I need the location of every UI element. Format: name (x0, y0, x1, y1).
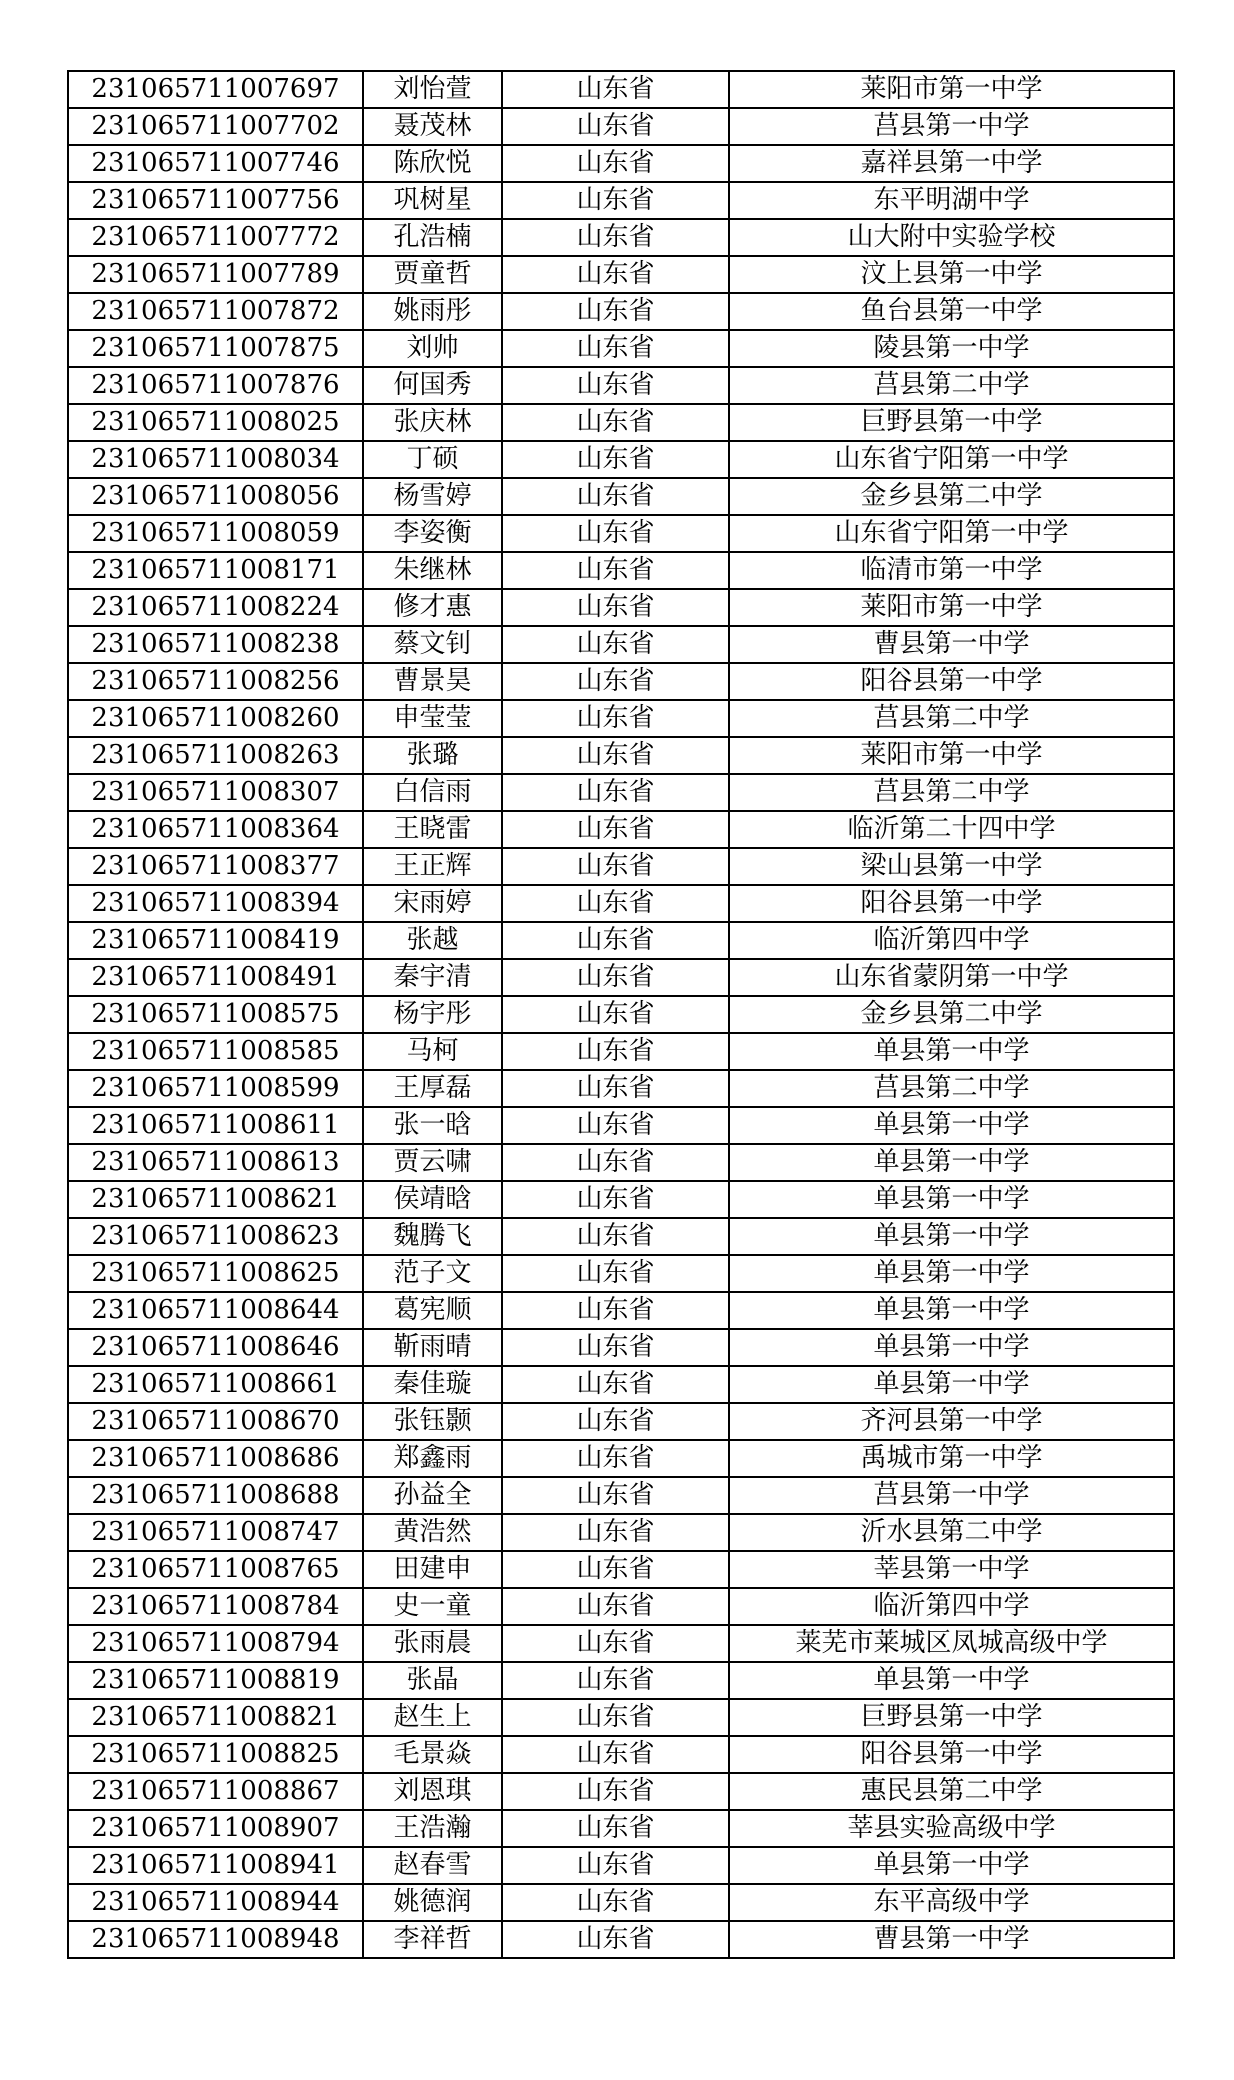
student-name-cell: 史一童 (363, 1588, 502, 1625)
school-cell: 陵县第一中学 (729, 330, 1174, 367)
student-name-cell: 秦宇清 (363, 959, 502, 996)
school-cell: 单县第一中学 (729, 1847, 1174, 1884)
table-row (68, 737, 1174, 774)
school-cell: 莒县第一中学 (729, 1477, 1174, 1514)
province-cell: 山东省 (502, 700, 729, 737)
student-name-cell: 刘帅 (363, 330, 502, 367)
province-cell: 山东省 (502, 626, 729, 663)
school-cell: 单县第一中学 (729, 1181, 1174, 1218)
school-cell: 莱芜市莱城区凤城高级中学 (729, 1625, 1174, 1662)
province-cell: 山东省 (502, 1292, 729, 1329)
province-cell: 山东省 (502, 108, 729, 145)
student-name-cell: 李祥哲 (363, 1921, 502, 1958)
candidate-id-cell: 231065711008821 (68, 1699, 363, 1736)
province-cell: 山东省 (502, 145, 729, 182)
candidate-id-cell: 231065711008941 (68, 1847, 363, 1884)
province-cell: 山东省 (502, 959, 729, 996)
table-row (68, 293, 1174, 330)
province-cell: 山东省 (502, 1107, 729, 1144)
candidate-id-cell: 231065711008599 (68, 1070, 363, 1107)
province-cell: 山东省 (502, 1773, 729, 1810)
province-cell: 山东省 (502, 663, 729, 700)
province-cell: 山东省 (502, 848, 729, 885)
student-name-cell: 朱继林 (363, 552, 502, 589)
table-row (68, 71, 1174, 108)
table-row (68, 367, 1174, 404)
student-name-cell: 田建申 (363, 1551, 502, 1588)
table-row (68, 1551, 1174, 1588)
school-cell: 单县第一中学 (729, 1144, 1174, 1181)
province-cell: 山东省 (502, 589, 729, 626)
candidate-id-cell: 231065711008688 (68, 1477, 363, 1514)
province-cell: 山东省 (502, 774, 729, 811)
candidate-id-cell: 231065711008238 (68, 626, 363, 663)
student-name-cell: 曹景昊 (363, 663, 502, 700)
school-cell: 山东省蒙阴第一中学 (729, 959, 1174, 996)
candidate-id-cell: 231065711008644 (68, 1292, 363, 1329)
table-row (68, 1218, 1174, 1255)
candidate-id-cell: 231065711007772 (68, 219, 363, 256)
student-name-cell: 王厚磊 (363, 1070, 502, 1107)
student-name-cell: 聂茂林 (363, 108, 502, 145)
school-cell: 莱阳市第一中学 (729, 71, 1174, 108)
candidate-id-cell: 231065711008867 (68, 1773, 363, 1810)
school-cell: 金乡县第二中学 (729, 478, 1174, 515)
province-cell: 山东省 (502, 885, 729, 922)
student-name-cell: 陈欣悦 (363, 145, 502, 182)
table-row (68, 959, 1174, 996)
candidate-id-cell: 231065711008646 (68, 1329, 363, 1366)
candidate-id-cell: 231065711008944 (68, 1884, 363, 1921)
candidate-id-cell: 231065711008394 (68, 885, 363, 922)
school-cell: 单县第一中学 (729, 1107, 1174, 1144)
province-cell: 山东省 (502, 293, 729, 330)
student-name-cell: 张雨晨 (363, 1625, 502, 1662)
table-row (68, 441, 1174, 478)
table-row (68, 626, 1174, 663)
roster-table (67, 70, 1175, 1959)
province-cell: 山东省 (502, 441, 729, 478)
school-cell: 汶上县第一中学 (729, 256, 1174, 293)
school-cell: 惠民县第二中学 (729, 1773, 1174, 1810)
school-cell: 单县第一中学 (729, 1366, 1174, 1403)
student-name-cell: 白信雨 (363, 774, 502, 811)
table-row (68, 1033, 1174, 1070)
student-name-cell: 葛宪顺 (363, 1292, 502, 1329)
province-cell: 山东省 (502, 1329, 729, 1366)
table-row (68, 848, 1174, 885)
candidate-id-cell: 231065711008948 (68, 1921, 363, 1958)
school-cell: 巨野县第一中学 (729, 1699, 1174, 1736)
table-row (68, 108, 1174, 145)
table-row (68, 922, 1174, 959)
province-cell: 山东省 (502, 1477, 729, 1514)
candidate-id-cell: 231065711008377 (68, 848, 363, 885)
school-cell: 曹县第一中学 (729, 626, 1174, 663)
candidate-id-cell: 231065711008307 (68, 774, 363, 811)
province-cell: 山东省 (502, 1144, 729, 1181)
candidate-id-cell: 231065711008819 (68, 1662, 363, 1699)
school-cell: 巨野县第一中学 (729, 404, 1174, 441)
table-row (68, 478, 1174, 515)
candidate-id-cell: 231065711008784 (68, 1588, 363, 1625)
school-cell: 阳谷县第一中学 (729, 885, 1174, 922)
candidate-id-cell: 231065711007876 (68, 367, 363, 404)
student-name-cell: 李姿衡 (363, 515, 502, 552)
school-cell: 莒县第二中学 (729, 700, 1174, 737)
student-name-cell: 贾云啸 (363, 1144, 502, 1181)
student-name-cell: 秦佳璇 (363, 1366, 502, 1403)
province-cell: 山东省 (502, 1662, 729, 1699)
school-cell: 莒县第二中学 (729, 367, 1174, 404)
school-cell: 山东省宁阳第一中学 (729, 441, 1174, 478)
student-name-cell: 修才惠 (363, 589, 502, 626)
table-row (68, 663, 1174, 700)
province-cell: 山东省 (502, 71, 729, 108)
school-cell: 临清市第一中学 (729, 552, 1174, 589)
table-row (68, 1847, 1174, 1884)
student-name-cell: 蔡文钊 (363, 626, 502, 663)
table-row (68, 1477, 1174, 1514)
table-row (68, 330, 1174, 367)
school-cell: 曹县第一中学 (729, 1921, 1174, 1958)
school-cell: 齐河县第一中学 (729, 1403, 1174, 1440)
table-row (68, 1921, 1174, 1958)
school-cell: 山大附中实验学校 (729, 219, 1174, 256)
candidate-id-cell: 231065711008171 (68, 552, 363, 589)
school-cell: 金乡县第二中学 (729, 996, 1174, 1033)
table-row (68, 700, 1174, 737)
table-row (68, 1625, 1174, 1662)
province-cell: 山东省 (502, 515, 729, 552)
school-cell: 东平明湖中学 (729, 182, 1174, 219)
table-row (68, 404, 1174, 441)
student-name-cell: 姚雨彤 (363, 293, 502, 330)
province-cell: 山东省 (502, 1070, 729, 1107)
candidate-id-cell: 231065711008585 (68, 1033, 363, 1070)
candidate-id-cell: 231065711008575 (68, 996, 363, 1033)
table-row (68, 256, 1174, 293)
student-name-cell: 赵春雪 (363, 1847, 502, 1884)
province-cell: 山东省 (502, 1625, 729, 1662)
student-name-cell: 杨雪婷 (363, 478, 502, 515)
student-name-cell: 张晶 (363, 1662, 502, 1699)
school-cell: 莒县第二中学 (729, 1070, 1174, 1107)
school-cell: 单县第一中学 (729, 1662, 1174, 1699)
province-cell: 山东省 (502, 1181, 729, 1218)
school-cell: 禹城市第一中学 (729, 1440, 1174, 1477)
school-cell: 临沂第二十四中学 (729, 811, 1174, 848)
student-name-cell: 范子文 (363, 1255, 502, 1292)
student-name-cell: 王正辉 (363, 848, 502, 885)
province-cell: 山东省 (502, 922, 729, 959)
province-cell: 山东省 (502, 1403, 729, 1440)
school-cell: 沂水县第二中学 (729, 1514, 1174, 1551)
student-name-cell: 姚德润 (363, 1884, 502, 1921)
province-cell: 山东省 (502, 367, 729, 404)
province-cell: 山东省 (502, 1736, 729, 1773)
student-name-cell: 张璐 (363, 737, 502, 774)
province-cell: 山东省 (502, 182, 729, 219)
candidate-id-cell: 231065711008224 (68, 589, 363, 626)
candidate-id-cell: 231065711008025 (68, 404, 363, 441)
candidate-id-cell: 231065711008263 (68, 737, 363, 774)
candidate-id-cell: 231065711008747 (68, 1514, 363, 1551)
table-row (68, 219, 1174, 256)
province-cell: 山东省 (502, 1514, 729, 1551)
table-row (68, 996, 1174, 1033)
table-row (68, 552, 1174, 589)
province-cell: 山东省 (502, 404, 729, 441)
candidate-id-cell: 231065711007789 (68, 256, 363, 293)
school-cell: 莱阳市第一中学 (729, 589, 1174, 626)
school-cell: 阳谷县第一中学 (729, 1736, 1174, 1773)
table-row (68, 1070, 1174, 1107)
province-cell: 山东省 (502, 1810, 729, 1847)
province-cell: 山东省 (502, 1588, 729, 1625)
school-cell: 单县第一中学 (729, 1255, 1174, 1292)
table-row (68, 774, 1174, 811)
candidate-id-cell: 231065711008364 (68, 811, 363, 848)
candidate-id-cell: 231065711007697 (68, 71, 363, 108)
candidate-id-cell: 231065711007746 (68, 145, 363, 182)
school-cell: 临沂第四中学 (729, 1588, 1174, 1625)
school-cell: 莘县实验高级中学 (729, 1810, 1174, 1847)
candidate-id-cell: 231065711007872 (68, 293, 363, 330)
school-cell: 单县第一中学 (729, 1329, 1174, 1366)
province-cell: 山东省 (502, 1551, 729, 1588)
student-name-cell: 张钰颢 (363, 1403, 502, 1440)
province-cell: 山东省 (502, 1921, 729, 1958)
province-cell: 山东省 (502, 1033, 729, 1070)
table-row (68, 811, 1174, 848)
table-row (68, 1440, 1174, 1477)
student-name-cell: 巩树星 (363, 182, 502, 219)
student-name-cell: 郑鑫雨 (363, 1440, 502, 1477)
student-name-cell: 马柯 (363, 1033, 502, 1070)
student-name-cell: 贾童哲 (363, 256, 502, 293)
student-name-cell: 孙益全 (363, 1477, 502, 1514)
student-name-cell: 申莹莹 (363, 700, 502, 737)
student-name-cell: 张一晗 (363, 1107, 502, 1144)
province-cell: 山东省 (502, 811, 729, 848)
province-cell: 山东省 (502, 219, 729, 256)
student-name-cell: 黄浩然 (363, 1514, 502, 1551)
candidate-id-cell: 231065711007702 (68, 108, 363, 145)
student-name-cell: 张越 (363, 922, 502, 959)
school-cell: 单县第一中学 (729, 1218, 1174, 1255)
table-row (68, 1699, 1174, 1736)
table-row (68, 1588, 1174, 1625)
candidate-id-cell: 231065711008623 (68, 1218, 363, 1255)
candidate-id-cell: 231065711008625 (68, 1255, 363, 1292)
table-row (68, 1255, 1174, 1292)
province-cell: 山东省 (502, 1699, 729, 1736)
table-row (68, 515, 1174, 552)
candidate-id-cell: 231065711008419 (68, 922, 363, 959)
school-cell: 莘县第一中学 (729, 1551, 1174, 1588)
student-name-cell: 刘怡萱 (363, 71, 502, 108)
school-cell: 梁山县第一中学 (729, 848, 1174, 885)
school-cell: 阳谷县第一中学 (729, 663, 1174, 700)
student-name-cell: 王浩瀚 (363, 1810, 502, 1847)
school-cell: 莒县第二中学 (729, 774, 1174, 811)
student-name-cell: 王晓雷 (363, 811, 502, 848)
table-row (68, 1144, 1174, 1181)
school-cell: 莱阳市第一中学 (729, 737, 1174, 774)
candidate-id-cell: 231065711008794 (68, 1625, 363, 1662)
candidate-id-cell: 231065711008491 (68, 959, 363, 996)
student-name-cell: 何国秀 (363, 367, 502, 404)
table-row (68, 1773, 1174, 1810)
province-cell: 山东省 (502, 256, 729, 293)
student-name-cell: 靳雨晴 (363, 1329, 502, 1366)
table-row (68, 1810, 1174, 1847)
student-name-cell: 赵生上 (363, 1699, 502, 1736)
candidate-id-cell: 231065711008613 (68, 1144, 363, 1181)
province-cell: 山东省 (502, 552, 729, 589)
school-cell: 嘉祥县第一中学 (729, 145, 1174, 182)
candidate-id-cell: 231065711008621 (68, 1181, 363, 1218)
school-cell: 东平高级中学 (729, 1884, 1174, 1921)
candidate-id-cell: 231065711008256 (68, 663, 363, 700)
table-row (68, 885, 1174, 922)
school-cell: 山东省宁阳第一中学 (729, 515, 1174, 552)
table-row (68, 1329, 1174, 1366)
province-cell: 山东省 (502, 737, 729, 774)
student-name-cell: 张庆林 (363, 404, 502, 441)
school-cell: 临沂第四中学 (729, 922, 1174, 959)
student-name-cell: 侯靖晗 (363, 1181, 502, 1218)
province-cell: 山东省 (502, 1884, 729, 1921)
table-row (68, 1181, 1174, 1218)
table-row (68, 1736, 1174, 1773)
table-row (68, 589, 1174, 626)
table-row (68, 1292, 1174, 1329)
student-name-cell: 宋雨婷 (363, 885, 502, 922)
candidate-id-cell: 231065711008056 (68, 478, 363, 515)
table-row (68, 145, 1174, 182)
student-name-cell: 丁硕 (363, 441, 502, 478)
school-cell: 莒县第一中学 (729, 108, 1174, 145)
candidate-id-cell: 231065711008670 (68, 1403, 363, 1440)
table-row (68, 182, 1174, 219)
school-cell: 鱼台县第一中学 (729, 293, 1174, 330)
candidate-id-cell: 231065711008611 (68, 1107, 363, 1144)
table-row (68, 1403, 1174, 1440)
student-name-cell: 孔浩楠 (363, 219, 502, 256)
candidate-id-cell: 231065711008260 (68, 700, 363, 737)
student-name-cell: 毛景焱 (363, 1736, 502, 1773)
table-row (68, 1884, 1174, 1921)
candidate-id-cell: 231065711008825 (68, 1736, 363, 1773)
school-cell: 单县第一中学 (729, 1033, 1174, 1070)
province-cell: 山东省 (502, 478, 729, 515)
table-row (68, 1366, 1174, 1403)
candidate-id-cell: 231065711008686 (68, 1440, 363, 1477)
province-cell: 山东省 (502, 1255, 729, 1292)
student-name-cell: 刘恩琪 (363, 1773, 502, 1810)
student-name-cell: 杨宇彤 (363, 996, 502, 1033)
table-row (68, 1662, 1174, 1699)
province-cell: 山东省 (502, 1847, 729, 1884)
province-cell: 山东省 (502, 1366, 729, 1403)
school-cell: 单县第一中学 (729, 1292, 1174, 1329)
province-cell: 山东省 (502, 1218, 729, 1255)
candidate-id-cell: 231065711007756 (68, 182, 363, 219)
province-cell: 山东省 (502, 1440, 729, 1477)
candidate-id-cell: 231065711008661 (68, 1366, 363, 1403)
table-row (68, 1107, 1174, 1144)
candidate-id-cell: 231065711008907 (68, 1810, 363, 1847)
province-cell: 山东省 (502, 330, 729, 367)
candidate-id-cell: 231065711007875 (68, 330, 363, 367)
table-row (68, 1514, 1174, 1551)
candidate-id-cell: 231065711008765 (68, 1551, 363, 1588)
roster-table-body (68, 71, 1174, 1958)
province-cell: 山东省 (502, 996, 729, 1033)
candidate-id-cell: 231065711008034 (68, 441, 363, 478)
candidate-id-cell: 231065711008059 (68, 515, 363, 552)
student-name-cell: 魏腾飞 (363, 1218, 502, 1255)
